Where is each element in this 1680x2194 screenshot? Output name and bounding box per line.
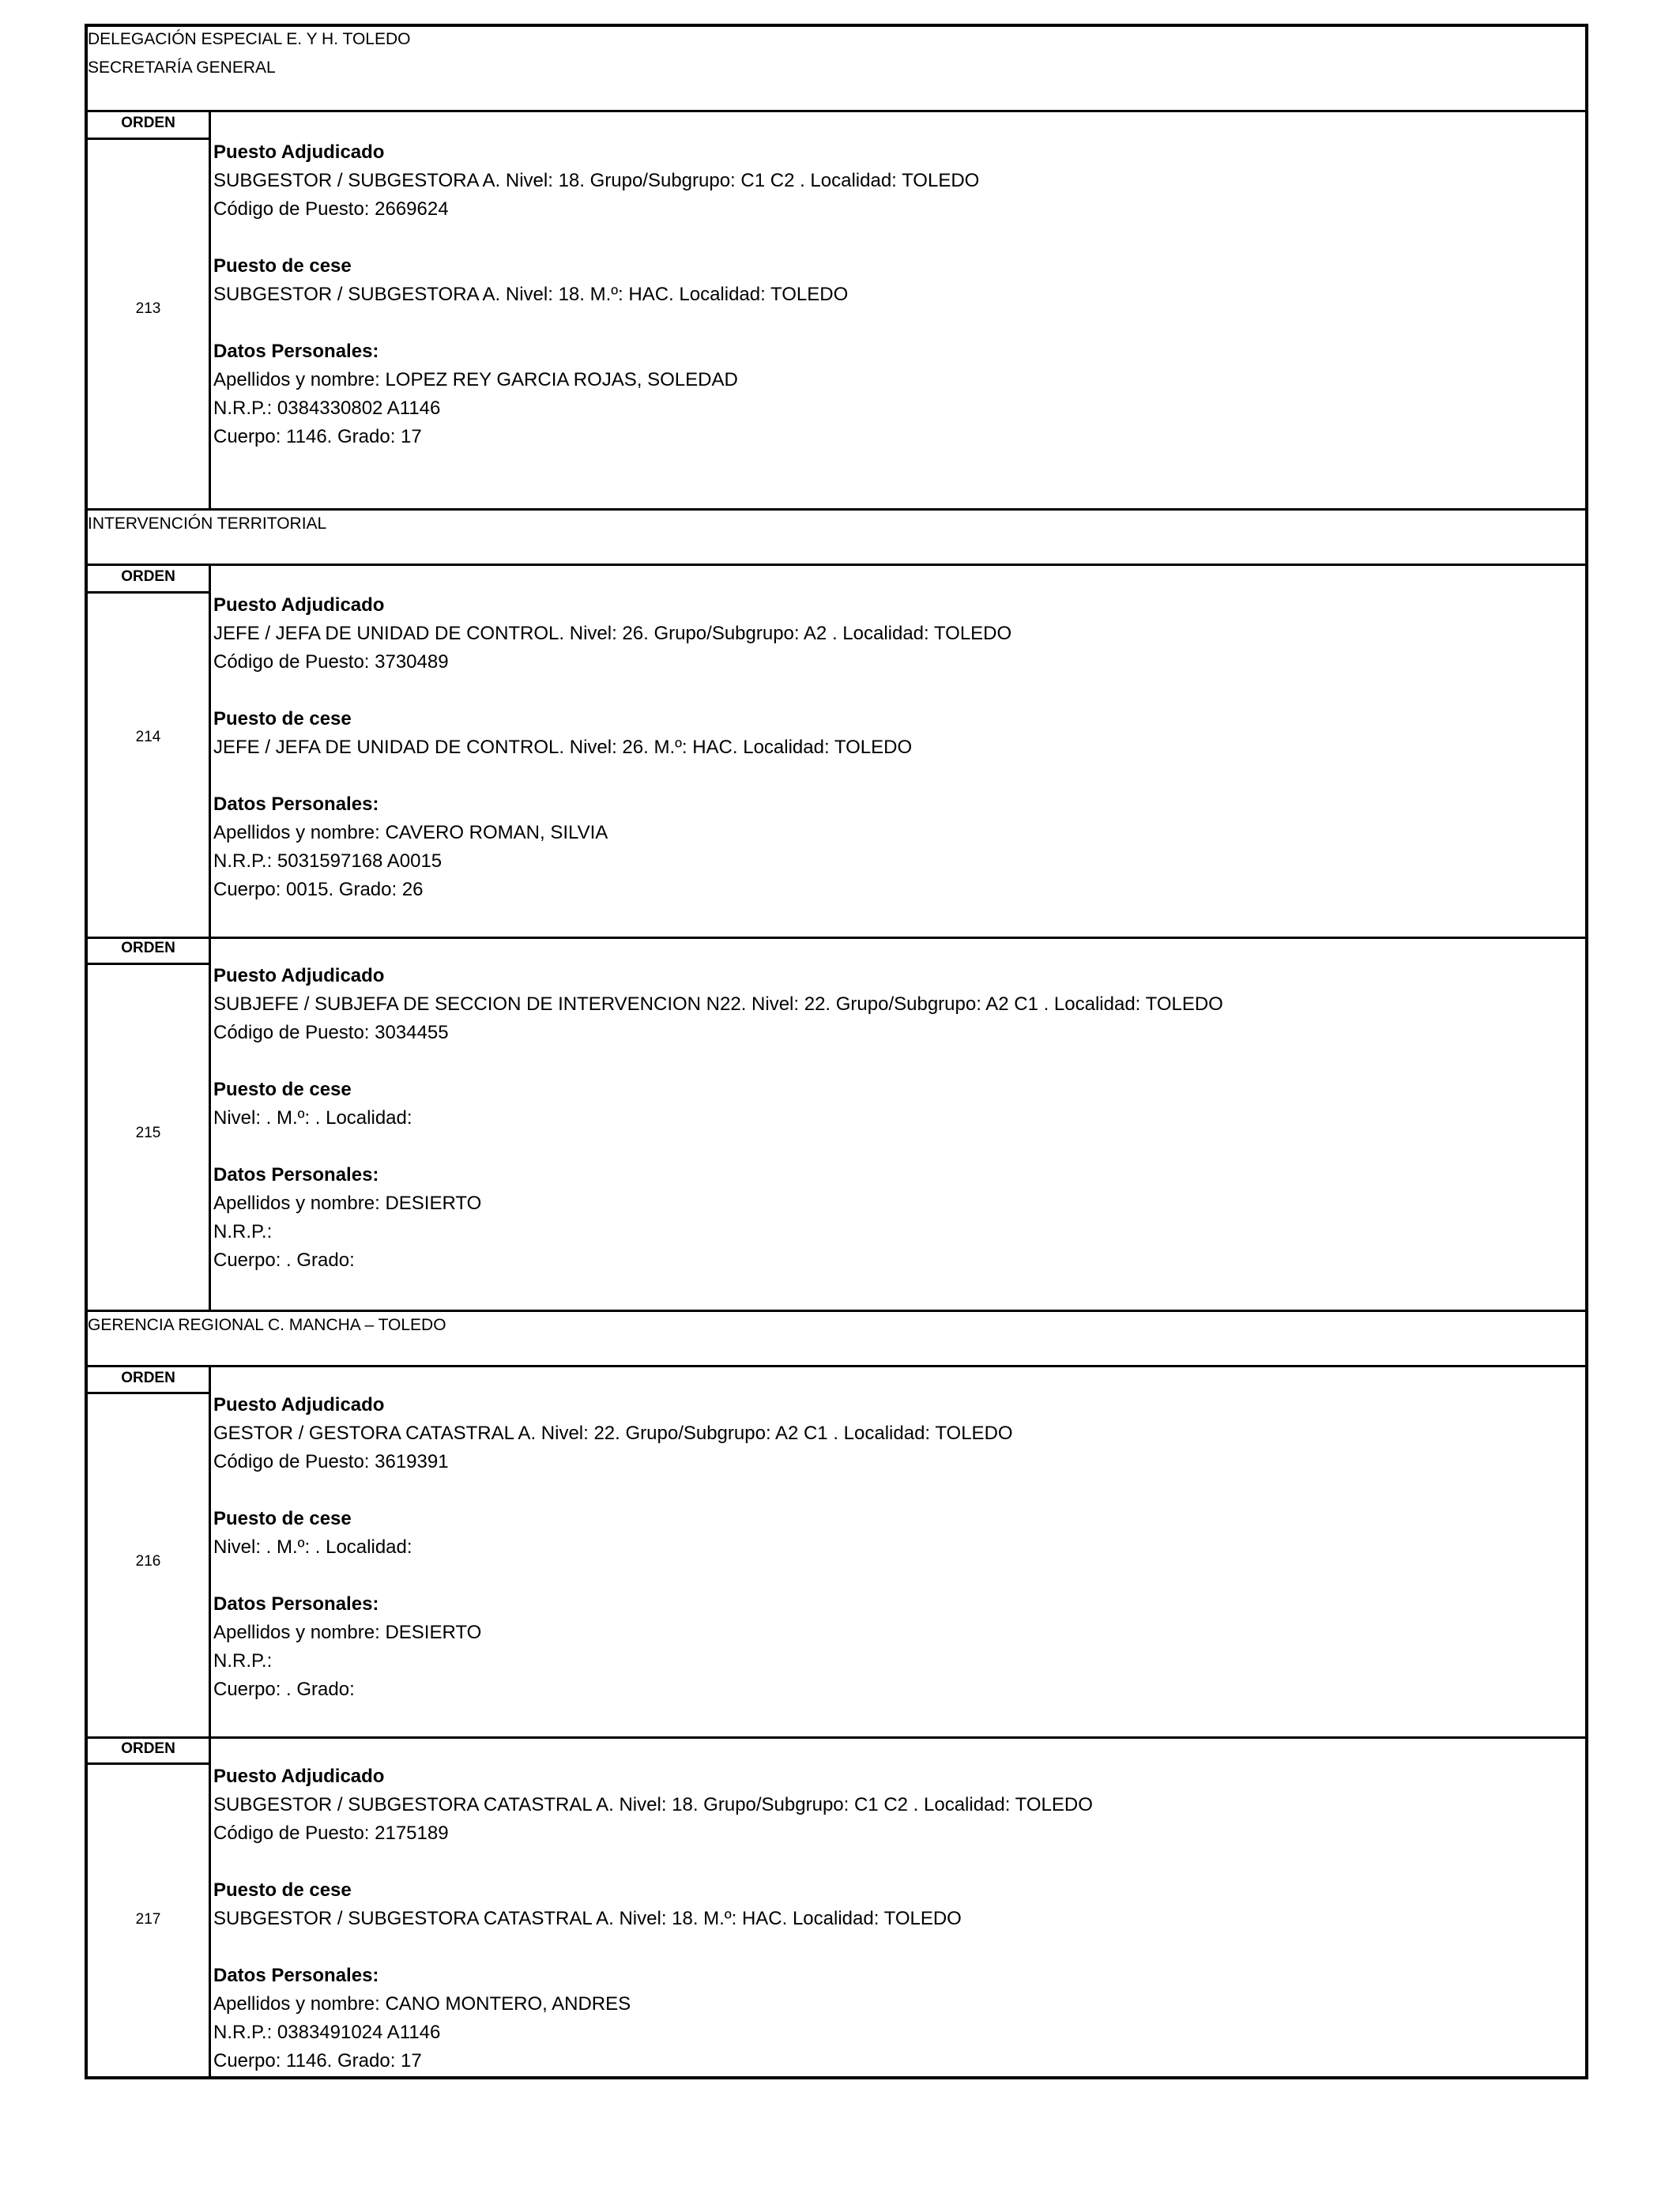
puesto-adjudicado-heading: Puesto Adjudicado [213,1766,385,1787]
datos-personales-heading: Datos Personales: [213,1164,379,1186]
puesto-cese-text: Nivel: . M.º: . Localidad: [213,1107,412,1129]
codigo-puesto: Código de Puesto: 2669624 [213,198,449,220]
puesto-cese-heading: Puesto de cese [213,255,352,277]
section-gerencia: GERENCIA REGIONAL C. MANCHA – TOLEDO [88,1316,446,1334]
cuerpo-grado: Cuerpo: . Grado: [213,1250,355,1271]
entry-217 [213,1762,1580,2075]
orden-underline [85,963,211,965]
column-divider [209,1736,211,2078]
datos-personales-heading: Datos Personales: [213,1593,379,1615]
puesto-adjudicado-text: GESTOR / GESTORA CATASTRAL A. Nivel: 22. Grupo/Subgrupo: A2 C1 . Localidad: TOLEDO [213,1423,1013,1444]
nrp: N.R.P.: 5031597168 A0015 [213,850,443,872]
orden-label: ORDEN [121,1740,175,1757]
row-divider [85,564,1588,566]
puesto-cese-text: SUBGESTOR / SUBGESTORA A. Nivel: 18. M.º: HAC. Localidad: TOLEDO [213,284,849,305]
orden-label: ORDEN [121,568,175,585]
puesto-cese-heading: Puesto de cese [213,1508,352,1529]
puesto-adjudicado-heading: Puesto Adjudicado [213,594,385,616]
puesto-cese-text: JEFE / JEFA DE UNIDAD DE CONTROL. Nivel: 26. M.º: HAC. Localidad: TOLEDO [213,737,913,758]
puesto-cese-heading: Puesto de cese [213,708,352,729]
puesto-adjudicado-heading: Puesto Adjudicado [213,141,385,163]
cuerpo-grado: Cuerpo: 1146. Grado: 17 [213,426,422,447]
orden-number: 214 [135,729,161,745]
section-secretaria: SECRETARÍA GENERAL [88,58,276,77]
codigo-puesto: Código de Puesto: 3730489 [213,651,449,673]
puesto-adjudicado-text: JEFE / JEFA DE UNIDAD DE CONTROL. Nivel: 26. Grupo/Subgrupo: A2 . Localidad: TOLEDO [213,623,1012,644]
orden-underline [85,138,211,140]
apellidos-nombre: Apellidos y nombre: CAVERO ROMAN, SILVIA [213,822,608,843]
datos-personales-heading: Datos Personales: [213,794,379,815]
orden-number: 217 [135,1911,161,1928]
orden-number: 215 [135,1125,161,1141]
column-divider [209,564,211,937]
row-divider [85,110,1588,112]
frame-left-border [85,24,88,2079]
puesto-cese-heading: Puesto de cese [213,1079,352,1100]
puesto-cese-heading: Puesto de cese [213,1879,352,1901]
puesto-cese-text: Nivel: . M.º: . Localidad: [213,1536,412,1558]
frame-bottom-border [85,2076,1588,2079]
entry-216 [213,1391,1580,1704]
row-divider [85,1365,1588,1367]
orden-label: ORDEN [121,1370,175,1386]
orden-underline [85,1392,211,1394]
entry-213 [213,138,1580,451]
codigo-puesto: Código de Puesto: 3619391 [213,1451,449,1472]
codigo-puesto: Código de Puesto: 3034455 [213,1022,449,1043]
puesto-adjudicado-text: SUBGESTOR / SUBGESTORA A. Nivel: 18. Grupo/Subgrupo: C1 C2 . Localidad: TOLEDO [213,170,980,191]
apellidos-nombre: Apellidos y nombre: DESIERTO [213,1622,482,1643]
orden-underline [85,591,211,594]
nrp: N.R.P.: 0384330802 A1146 [213,398,441,419]
puesto-adjudicado-heading: Puesto Adjudicado [213,965,385,986]
codigo-puesto: Código de Puesto: 2175189 [213,1823,449,1844]
cuerpo-grado: Cuerpo: . Grado: [213,1679,355,1700]
document-page [85,24,1588,2079]
entry-214 [213,591,1580,904]
nrp: N.R.P.: [213,1650,273,1672]
frame-right-border [1585,24,1588,2079]
row-divider [85,937,1588,939]
puesto-adjudicado-text: SUBJEFE / SUBJEFA DE SECCION DE INTERVENCION N22. Nivel: 22. Grupo/Subgrupo: A2 C1 . Localidad: TOLEDO [213,993,1223,1015]
orden-underline [85,1762,211,1765]
section-delegacion: DELEGACIÓN ESPECIAL E. Y H. TOLEDO [88,30,411,48]
apellidos-nombre: Apellidos y nombre: CANO MONTERO, ANDRES [213,1993,631,2015]
nrp: N.R.P.: [213,1221,273,1242]
apellidos-nombre: Apellidos y nombre: DESIERTO [213,1193,482,1214]
column-divider [209,937,211,1310]
cuerpo-grado: Cuerpo: 0015. Grado: 26 [213,879,424,900]
puesto-adjudicado-heading: Puesto Adjudicado [213,1394,385,1416]
apellidos-nombre: Apellidos y nombre: LOPEZ REY GARCIA ROJAS, SOLEDAD [213,369,738,390]
column-divider [209,1365,211,1736]
puesto-cese-text: SUBGESTOR / SUBGESTORA CATASTRAL A. Nivel: 18. M.º: HAC. Localidad: TOLEDO [213,1908,962,1929]
orden-label: ORDEN [121,115,175,131]
section-intervencion: INTERVENCIÓN TERRITORIAL [88,515,327,533]
cuerpo-grado: Cuerpo: 1146. Grado: 17 [213,2050,422,2071]
datos-personales-heading: Datos Personales: [213,341,379,362]
orden-number: 216 [135,1553,161,1570]
entry-215 [213,962,1580,1275]
puesto-adjudicado-text: SUBGESTOR / SUBGESTORA CATASTRAL A. Nivel: 18. Grupo/Subgrupo: C1 C2 . Localidad: TOLEDO [213,1794,1093,1815]
datos-personales-heading: Datos Personales: [213,1965,379,1986]
orden-number: 213 [135,300,161,317]
nrp: N.R.P.: 0383491024 A1146 [213,2022,441,2043]
row-divider [85,1736,1588,1739]
orden-label: ORDEN [121,940,175,956]
column-divider [209,110,211,508]
